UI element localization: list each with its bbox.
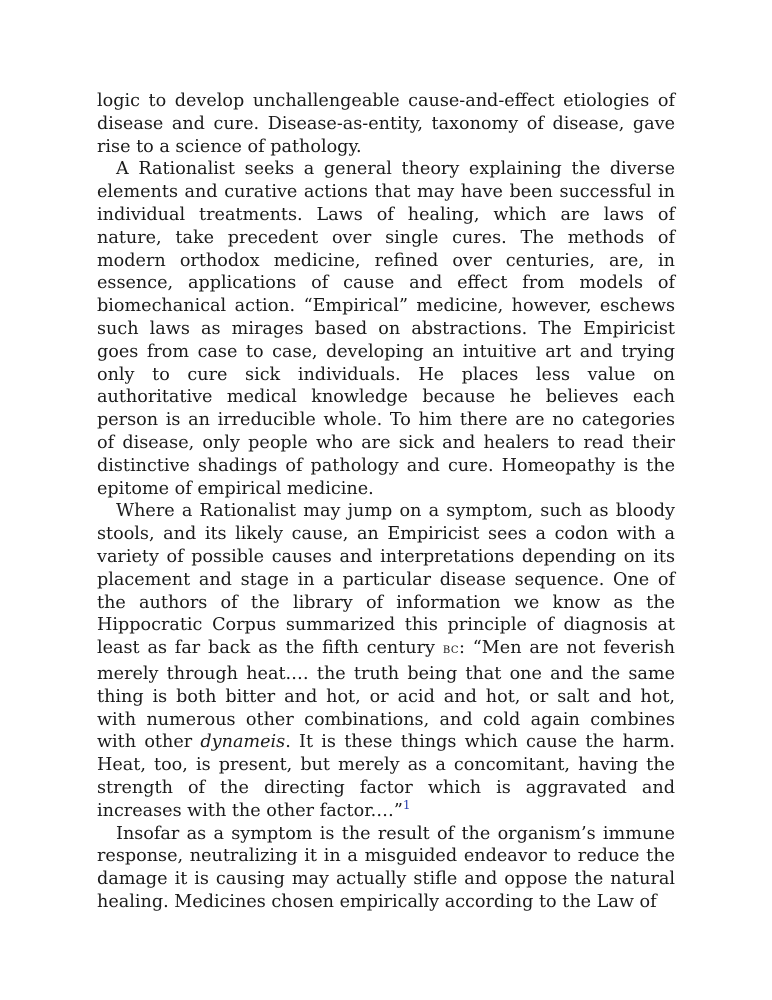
italic-term: dynameis xyxy=(200,732,286,753)
paragraph-4: Insofar as a symptom is the result of the organism’s immune response, neutralizing it in a misguided endeavor to reduce the damage it is causing may actually stifle and oppose the natural healing. Medicines chosen empirically according to the Law of xyxy=(97,823,675,912)
era-abbreviation: BC xyxy=(442,645,460,657)
page-body xyxy=(97,90,675,914)
footnote-link[interactable]: 1 xyxy=(402,797,411,812)
paragraph-3-text-b: : “Men are not feverish merely through heat.… the truth being that one and the same thing is both bitter and hot, or acid and hot, or salt and hot, with numerous other combinations, and cold again combines with other xyxy=(97,638,676,753)
paragraph-3-text-a: Where a Rationalist may jump on a symptom, such as bloody stools, and its likely cause, an Empiricist sees a codon with a variety of possible causes and interpretations depending on its placement and stage in a particular disease sequence. One of the authors of the library of information we know as the Hippocratic Corpus summarized this principle of diagnosis at least as far back as the fifth century xyxy=(97,501,675,659)
paragraph-3-text-c: . It is these things which cause the harm. Heat, too, is present, but merely as a concomitant, having the strength of the directing factor which is aggravated and increases with the other factor.…” xyxy=(97,732,675,821)
paragraph-3 xyxy=(97,500,675,822)
paragraph-2: A Rationalist seeks a general theory explaining the diverse elements and curative actions that may have been successful in individual treatments. Laws of healing, which are laws of nature, take precedent over single cures. The methods of modern orthodox medicine, refined over centuries, are, in essence, applications of cause and effect from models of biomechanical action. “Empirical” medicine, however, eschews such laws as mirages based on abstractions. The Empiricist goes from case to case, developing an intuitive art and trying only to cure sick individuals. He places less value on authoritative medical knowledge because he believes each person is an irreducible whole. To him there are no categories of disease, only people who are sick and healers to read their distinctive shadings of pathology and cure. Homeopathy is the epitome of empirical medicine. xyxy=(97,159,675,499)
paragraph-1: logic to develop unchallengeable cause-and-effect etiologies of disease and cure. Disease-as-entity, taxonomy of disease, gave rise to a science of pathology. xyxy=(97,91,675,157)
